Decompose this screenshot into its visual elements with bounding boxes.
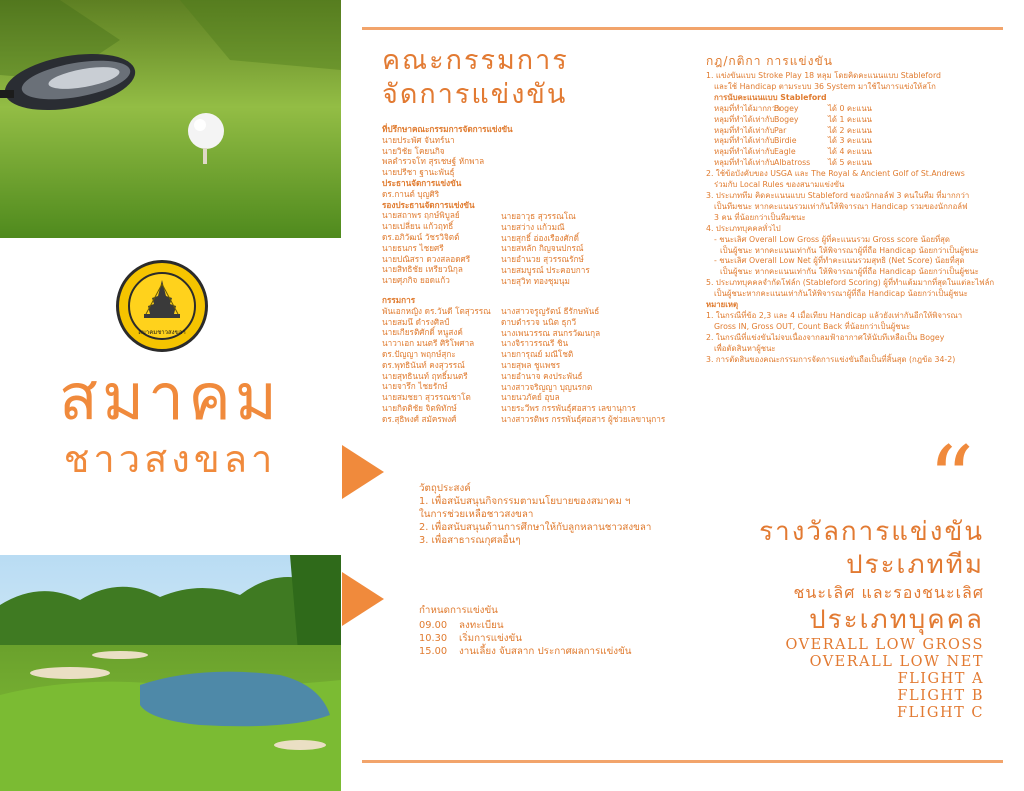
rule-line: เป็นทีมชนะ หากคะแนนรวมเท่ากันให้พิจารณา Handicap รวมของนักกอล์ฟ <box>714 201 968 211</box>
scoring-points: ได้ 3 คะแนน <box>828 136 872 146</box>
rule-line: ร่วมกับ Local Rules ของสนามแข่งขัน <box>714 180 845 190</box>
golf-club-ball-photo <box>0 0 341 238</box>
objective-section <box>419 482 651 547</box>
scoring-term: Bogey <box>774 103 799 113</box>
association-subtitle: ชาวสงขลา <box>63 437 277 481</box>
board-item: นายสมนึ ดำรงศิลป์ <box>382 316 450 327</box>
rule-line: เป็นผู้ชนะ หากคะแนนเท่ากัน ให้พิจารณาผู้ที่ถือ Handicap น้อยกว่าเป็นผู้ชนะ <box>720 267 979 277</box>
objective-line: ในการช่วยเหลือชาวสงขลา <box>419 509 534 520</box>
scoring-condition: หลุมที่ทำได้เท่ากับ <box>714 136 775 146</box>
rules-section <box>706 71 994 365</box>
board-item: นายนวภัคย์ อุบล <box>501 392 560 403</box>
rule-line: 2. ใช้ข้อบังคับของ USGA และ The Royal & Ancient Golf of St.Andrews <box>706 169 965 179</box>
note-line: 1. ในกรณีที่ข้อ 2,3 และ 4 เมื่อเทียบ Handicap แล้วยังเท่ากันอีกให้พิจารณา <box>706 310 963 320</box>
scoring-row <box>706 126 994 137</box>
advisor-item: นายประพัศ จันทร์นา <box>382 134 455 145</box>
award-category: FLIGHT B <box>897 688 984 704</box>
vice-item: นายสถาพร ฤกษ์พิบูลย์ <box>382 210 460 221</box>
note-line: เพื่อตัดสินหาผู้ชนะ <box>714 343 776 353</box>
chair-heading: ประธานจัดการแข่งขัน <box>382 177 462 188</box>
board-item: นางสาวรติพร กรรพันธุ์ศอสาร ผู้ช่วยเลขานุการ <box>501 413 666 424</box>
schedule-row <box>419 632 631 645</box>
rule-line: 3 คน ที่น้อยกว่าเป็นทีมชนะ <box>714 212 806 222</box>
schedule-event: งานเลี้ยง จับสลาก ประกาศผลการแข่งขัน <box>459 646 632 657</box>
objective-line: 1. เพื่อสนับสนุนกิจกรรมตามนโยบายของสมาคม ฯ <box>419 496 631 507</box>
awards-section <box>690 516 984 722</box>
board-item: นายอำนาจ คงประพันธ์ <box>501 370 583 381</box>
vice-item: นายศุภกิจ ยอดแก้ว <box>382 275 450 286</box>
schedule-row <box>419 645 631 658</box>
board-item: นายจารึก ไชยรักษ์ <box>382 381 448 392</box>
objective-line: 3. เพื่อสาธารณกุศลอื่นๆ <box>419 535 521 546</box>
vice-item: นายธนกร ไชยศรี <box>382 242 444 253</box>
association-title: สมาคม <box>58 361 282 435</box>
board-item: นางสาวจรูญรัตน์ ธีรักษพันธ์ <box>501 306 600 316</box>
rule-line: 4. ประเภทบุคคลทั่วไป <box>706 223 781 233</box>
committee-list-left <box>382 124 513 286</box>
advisor-heading: ที่ปรึกษาคณะกรรมการจัดการแข่งขัน <box>382 124 513 134</box>
vice-item: นายปณิสรา ดวงสลอดศรี <box>382 253 471 264</box>
scoring-row <box>706 158 994 169</box>
scoring-term: Bogey <box>774 114 799 124</box>
board-heading: กรรมการ <box>382 295 416 305</box>
scoring-points: ได้ 5 คะแนน <box>828 158 872 168</box>
board-item: นาวาเอก มนตรี ศิริโพศาล <box>382 338 475 349</box>
quote-mark-icon: “ <box>928 427 975 532</box>
vice-item: นายสมบูรณ์ ประคอบการ <box>501 264 590 275</box>
schedule-event: เริ่มการแข่งขัน <box>459 633 522 644</box>
vice-heading: รองประธานจัดการแข่งขัน <box>382 199 475 210</box>
note-line: 2. ในกรณีที่แข่งขันไม่จบเนื่องจากลมฟ้าอากาศให้นับทีเหลือเป็น Bogey <box>706 332 945 342</box>
schedule-time: 10.30 <box>419 633 448 644</box>
vice-item: นายสว่าง แก้วมณี <box>501 221 565 232</box>
award-category: FLIGHT C <box>896 705 984 721</box>
board-item: ดาบตำรวจ นนิต ธุกวี <box>501 316 577 327</box>
schedule-arrow-icon <box>342 572 384 626</box>
team-prizes: ชนะเลิศ และรองชนะเลิศ <box>793 583 984 602</box>
scoring-row <box>706 104 994 115</box>
vice-item: นายสุกธิ์ อ่องเรืองศักดิ์ <box>501 232 579 243</box>
schedule-row <box>419 619 631 632</box>
advisor-item: นายวิชัย โคยนกิจ <box>382 145 445 156</box>
scoring-condition: หลุมที่ทำได้เท่ากับ <box>714 114 775 124</box>
objective-arrow-icon <box>342 445 384 499</box>
scoring-term: Eagle <box>774 147 796 157</box>
vice-item: นายสิทธิชัย เหรียวนิกุล <box>382 264 463 275</box>
scoring-condition: หลุมที่ทำได้เท่ากับ <box>714 147 775 157</box>
rule-line: 1. แข่งขันแบบ Stroke Play 18 หลุม โดยคิดคะแนนแบบ Stableford <box>706 71 941 80</box>
schedule-event: ลงทะเบียน <box>459 620 504 631</box>
scoring-term: Par <box>774 125 787 135</box>
scoring-condition: หลุมที่ทำได้เท่ากับ <box>714 125 775 135</box>
individual-category: ประเภทบุคคล <box>809 605 984 635</box>
board-item: นางจิราวรรณรี ชิน <box>501 338 569 349</box>
chair-name: ดร.กานต์ บุญศิริ <box>382 188 440 199</box>
board-list-right <box>501 306 665 425</box>
scoring-heading: การนับคะแนนแบบ Stableford <box>714 92 827 102</box>
awards-title: รางวัลการแข่งขัน <box>759 517 984 547</box>
objective-heading: วัตถุประสงค์ <box>419 483 471 494</box>
schedule-heading: กำหนดการแข่งขัน <box>419 605 498 616</box>
golf-course-illustration <box>0 555 341 791</box>
team-category: ประเภททีม <box>846 550 984 580</box>
note-line: Gross IN, Gross OUT, Count Back ที่น้อยกว่าเป็นผู้ชนะ <box>714 321 911 331</box>
scoring-term: Birdie <box>774 136 797 146</box>
golf-club-ball-illustration <box>0 0 341 238</box>
award-category: FLIGHT A <box>897 671 984 687</box>
committee-list-right <box>501 211 590 287</box>
board-item: นายสมชยา สุวรรณชาโต <box>382 392 471 403</box>
rule-line: เป็นผู้ชนะหากคะแนนเท่ากันให้พิจารณาผู้ที่ถือ Handicap น้อยกว่าเป็นผู้ชนะ <box>714 289 968 299</box>
board-item: นายเกียรติศักดิ์ หนูสงค์ <box>382 327 463 338</box>
note-heading: หมายเหตุ <box>706 300 739 310</box>
scoring-condition: หลุมที่ทำได้มากกว่า <box>714 103 781 113</box>
schedule-section <box>419 604 631 658</box>
vice-item: นายสุวิท ทองชุมนุม <box>501 275 570 286</box>
board-item: นายกิตติชัย จิตพิทักษ์ <box>382 402 457 413</box>
board-item: ดร.สุธิพงศ์ สมัครพงศ์ <box>382 413 457 424</box>
scoring-points: ได้ 0 คะแนน <box>828 103 872 113</box>
association-logo <box>116 260 208 352</box>
board-item: นายระวีพร กรรพันธุ์ศอสาร เลขานุการ <box>501 403 636 414</box>
board-item: พันเอกหญิง ดร.วันดี โตสุวรรณ <box>382 305 491 316</box>
top-divider <box>362 27 1003 30</box>
bottom-divider <box>362 760 1003 763</box>
logo-text: สมาคมชาวสงขลา <box>138 329 186 336</box>
schedule-time: 15.00 <box>419 646 448 657</box>
rule-line: - ชนะเลิศ Overall Low Gross ผู้ที่คะแนนรวม Gross score น้อยที่สุด <box>714 234 950 244</box>
scoring-row <box>706 147 994 158</box>
scoring-points: ได้ 1 คะแนน <box>828 114 872 124</box>
rule-line: 3. ประเภททีม คิดคะแนนแบบ Stableford ของนักกอล์ฟ 3 คนในทีม ที่มากกว่า <box>706 190 970 200</box>
vice-item: นายเปลี่ยน แก้วฤทธิ์ <box>382 221 454 232</box>
golf-course-photo <box>0 555 341 791</box>
committee-title <box>382 44 569 112</box>
scoring-row <box>706 115 994 126</box>
vice-item: นายสหลัก กิญจนปกรณ์ <box>501 243 584 254</box>
vice-item: นายอาวุธ สุวรรณโณ <box>501 211 576 221</box>
committee-title-line1: คณะกรรมการ <box>382 45 569 76</box>
scoring-points: ได้ 4 คะแนน <box>828 147 872 157</box>
scoring-row <box>706 136 994 147</box>
rule-line: เป็นผู้ชนะ หากคะแนนเท่ากัน ให้พิจารณาผู้ที่ถือ Handicap น้อยกว่าเป็นผู้ชนะ <box>720 245 979 255</box>
scoring-term: Albatross <box>774 158 811 168</box>
board-item: ดร.ปัญญา พฤกษ์สุกะ <box>382 348 456 359</box>
award-category: OVERALL LOW NET <box>809 654 984 670</box>
objective-line: 2. เพื่อสนับสนุนด้านการศึกษาให้กับลูกหลานชาวสงขลา <box>419 522 652 533</box>
board-item: นายการุณย์ มณีโชติ <box>501 349 574 360</box>
rule-line: และใช้ Handicap ตามระบบ 36 System มาใช้ในการแข่งให้สโก <box>714 81 936 91</box>
rules-title: กฎ/กติกา การแข่งขัน <box>706 54 833 68</box>
vice-item: นายอำนวย สุวรรณรักษ์ <box>501 254 584 265</box>
rule-line: 5. ประเภทบุคคลจำกัดโฟล์ก (Stableford Scoring) ผู้ที่ทำแต้มมากที่สุดในแต่ละไฟล์ก <box>706 278 995 288</box>
advisor-item: นายปรีชา ฐานะพันธุ์ <box>382 167 455 178</box>
scoring-condition: หลุมที่ทำได้เท่ากับ <box>714 158 775 168</box>
advisor-item: พลตำรวจโท สุรเชษฐ์ หักพาล <box>382 156 485 167</box>
board-item: นายสุทธินนท์ ฤทธิ์มนตรี <box>382 370 468 381</box>
board-list-left <box>382 295 491 425</box>
award-category: OVERALL LOW GROSS <box>785 637 984 653</box>
committee-title-line2: จัดการแข่งขัน <box>382 79 568 110</box>
board-item: นายสุพล ชูแพชร <box>501 359 561 370</box>
note-line: 3. การตัดสินของคณะกรรมการจัดการแข่งขันถือเป็นที่สิ้นสุด (กฎข้อ 34-2) <box>706 354 956 364</box>
vice-item: ดร.อภิวัฒน์ วัชรวิจิตต์ <box>382 231 460 242</box>
schedule-time: 09.00 <box>419 620 448 631</box>
board-item: ดร.พุทธินันท์ คงสุวรรณ์ <box>382 359 465 370</box>
scoring-points: ได้ 2 คะแนน <box>828 125 872 135</box>
rule-line: - ชนะเลิศ Overall Low Net ผู้ที่ทำคะแนนรวมสุทธิ (Net Score) น้อยที่สุด <box>714 256 965 266</box>
board-item: นางเพนวรรณ สนกรวัฒนกุล <box>501 327 601 338</box>
board-item: นางสาวจริญญา บุญนรกต <box>501 381 593 392</box>
